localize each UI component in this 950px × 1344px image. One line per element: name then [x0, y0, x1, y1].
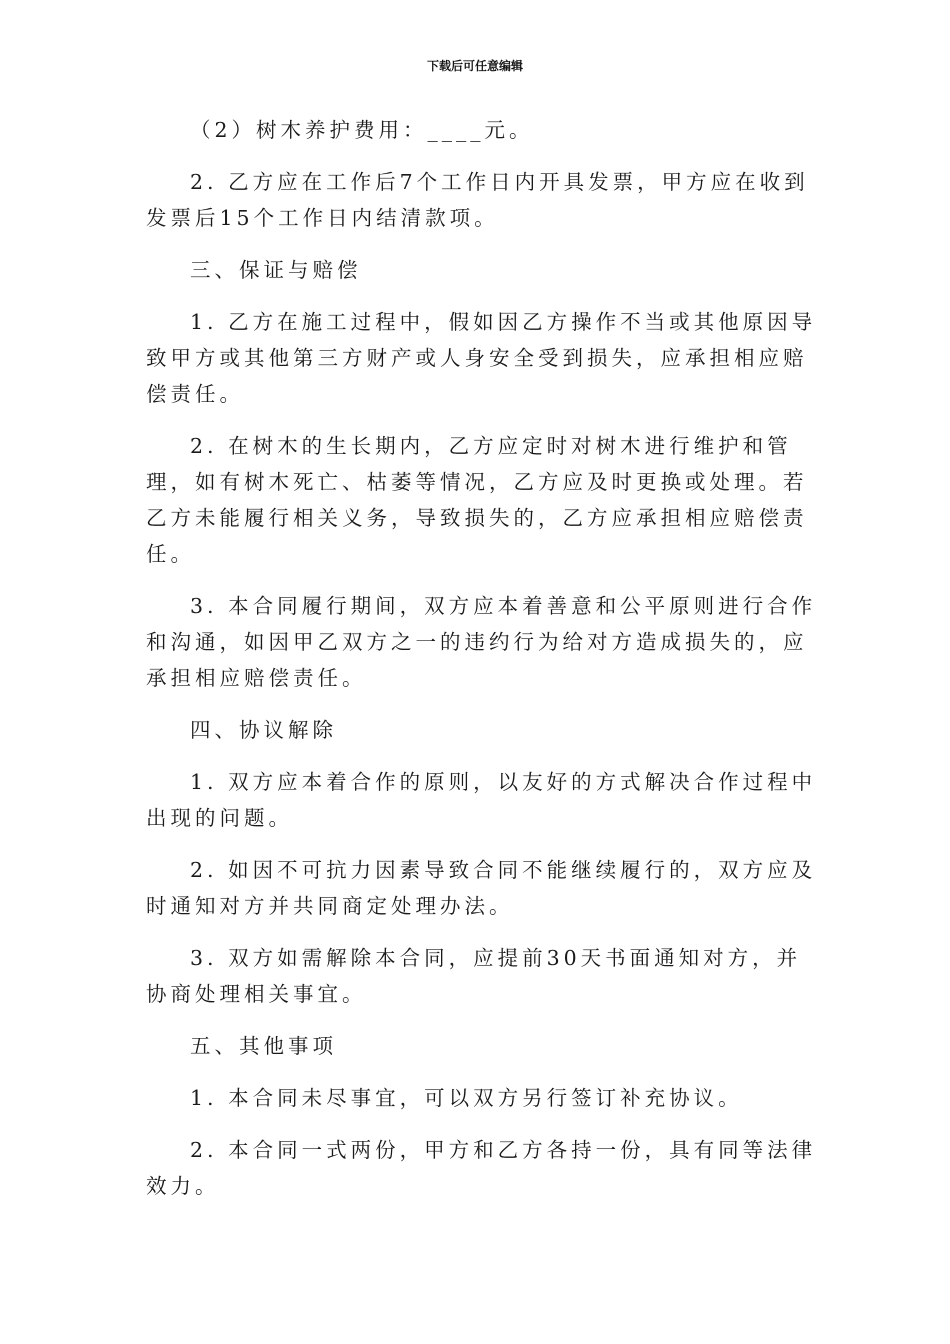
clause-good-faith: 3. 本合同履行期间，双方应本着善意和公平原则进行合作和沟通，如因甲乙双方之一的违约行为给对方造成损失的，应承担相应赔偿责任。	[146, 594, 817, 690]
clause-termination-notice: 3. 双方如需解除本合同，应提前30天书面通知对方，并协商处理相关事宜。	[146, 946, 802, 1006]
clause-construction-liability: 1. 乙方在施工过程中，假如因乙方操作不当或其他原因导致甲方或其他第三方财产或人身安全受到损失，应承担相应赔偿责任。	[146, 310, 817, 406]
clause-maintenance-fee: （2）树木养护费用：____元。	[190, 118, 534, 142]
clause-friendly-resolution: 1. 双方应本着合作的原则，以友好的方式解决合作过程中出现的问题。	[146, 770, 817, 830]
clause-copies: 2. 本合同一式两份，甲方和乙方各持一份，具有同等法律效力。	[146, 1138, 817, 1198]
page-header: 下载后可任意编辑	[426, 59, 523, 73]
clause-supplementary: 1. 本合同未尽事宜，可以双方另行签订补充协议。	[190, 1086, 743, 1110]
clause-tree-maintenance: 2. 在树木的生长期内，乙方应定时对树木进行维护和管理，如有树木死亡、枯萎等情况，乙方应及时更换或处理。若乙方未能履行相关义务，导致损失的，乙方应承担相应赔偿责任。	[146, 434, 808, 566]
clause-force-majeure: 2. 如因不可抗力因素导致合同不能继续履行的，双方应及时通知对方并共同商定处理办法。	[146, 858, 817, 918]
section-heading-termination: 四、协议解除	[190, 718, 337, 742]
document-body	[146, 112, 822, 1220]
section-heading-other: 五、其他事项	[190, 1034, 337, 1058]
section-heading-guarantee: 三、保证与赔偿	[190, 258, 362, 282]
clause-invoice-payment: 2. 乙方应在工作后7个工作日内开具发票，甲方应在收到发票后15个工作日内结清款项。	[146, 170, 809, 230]
